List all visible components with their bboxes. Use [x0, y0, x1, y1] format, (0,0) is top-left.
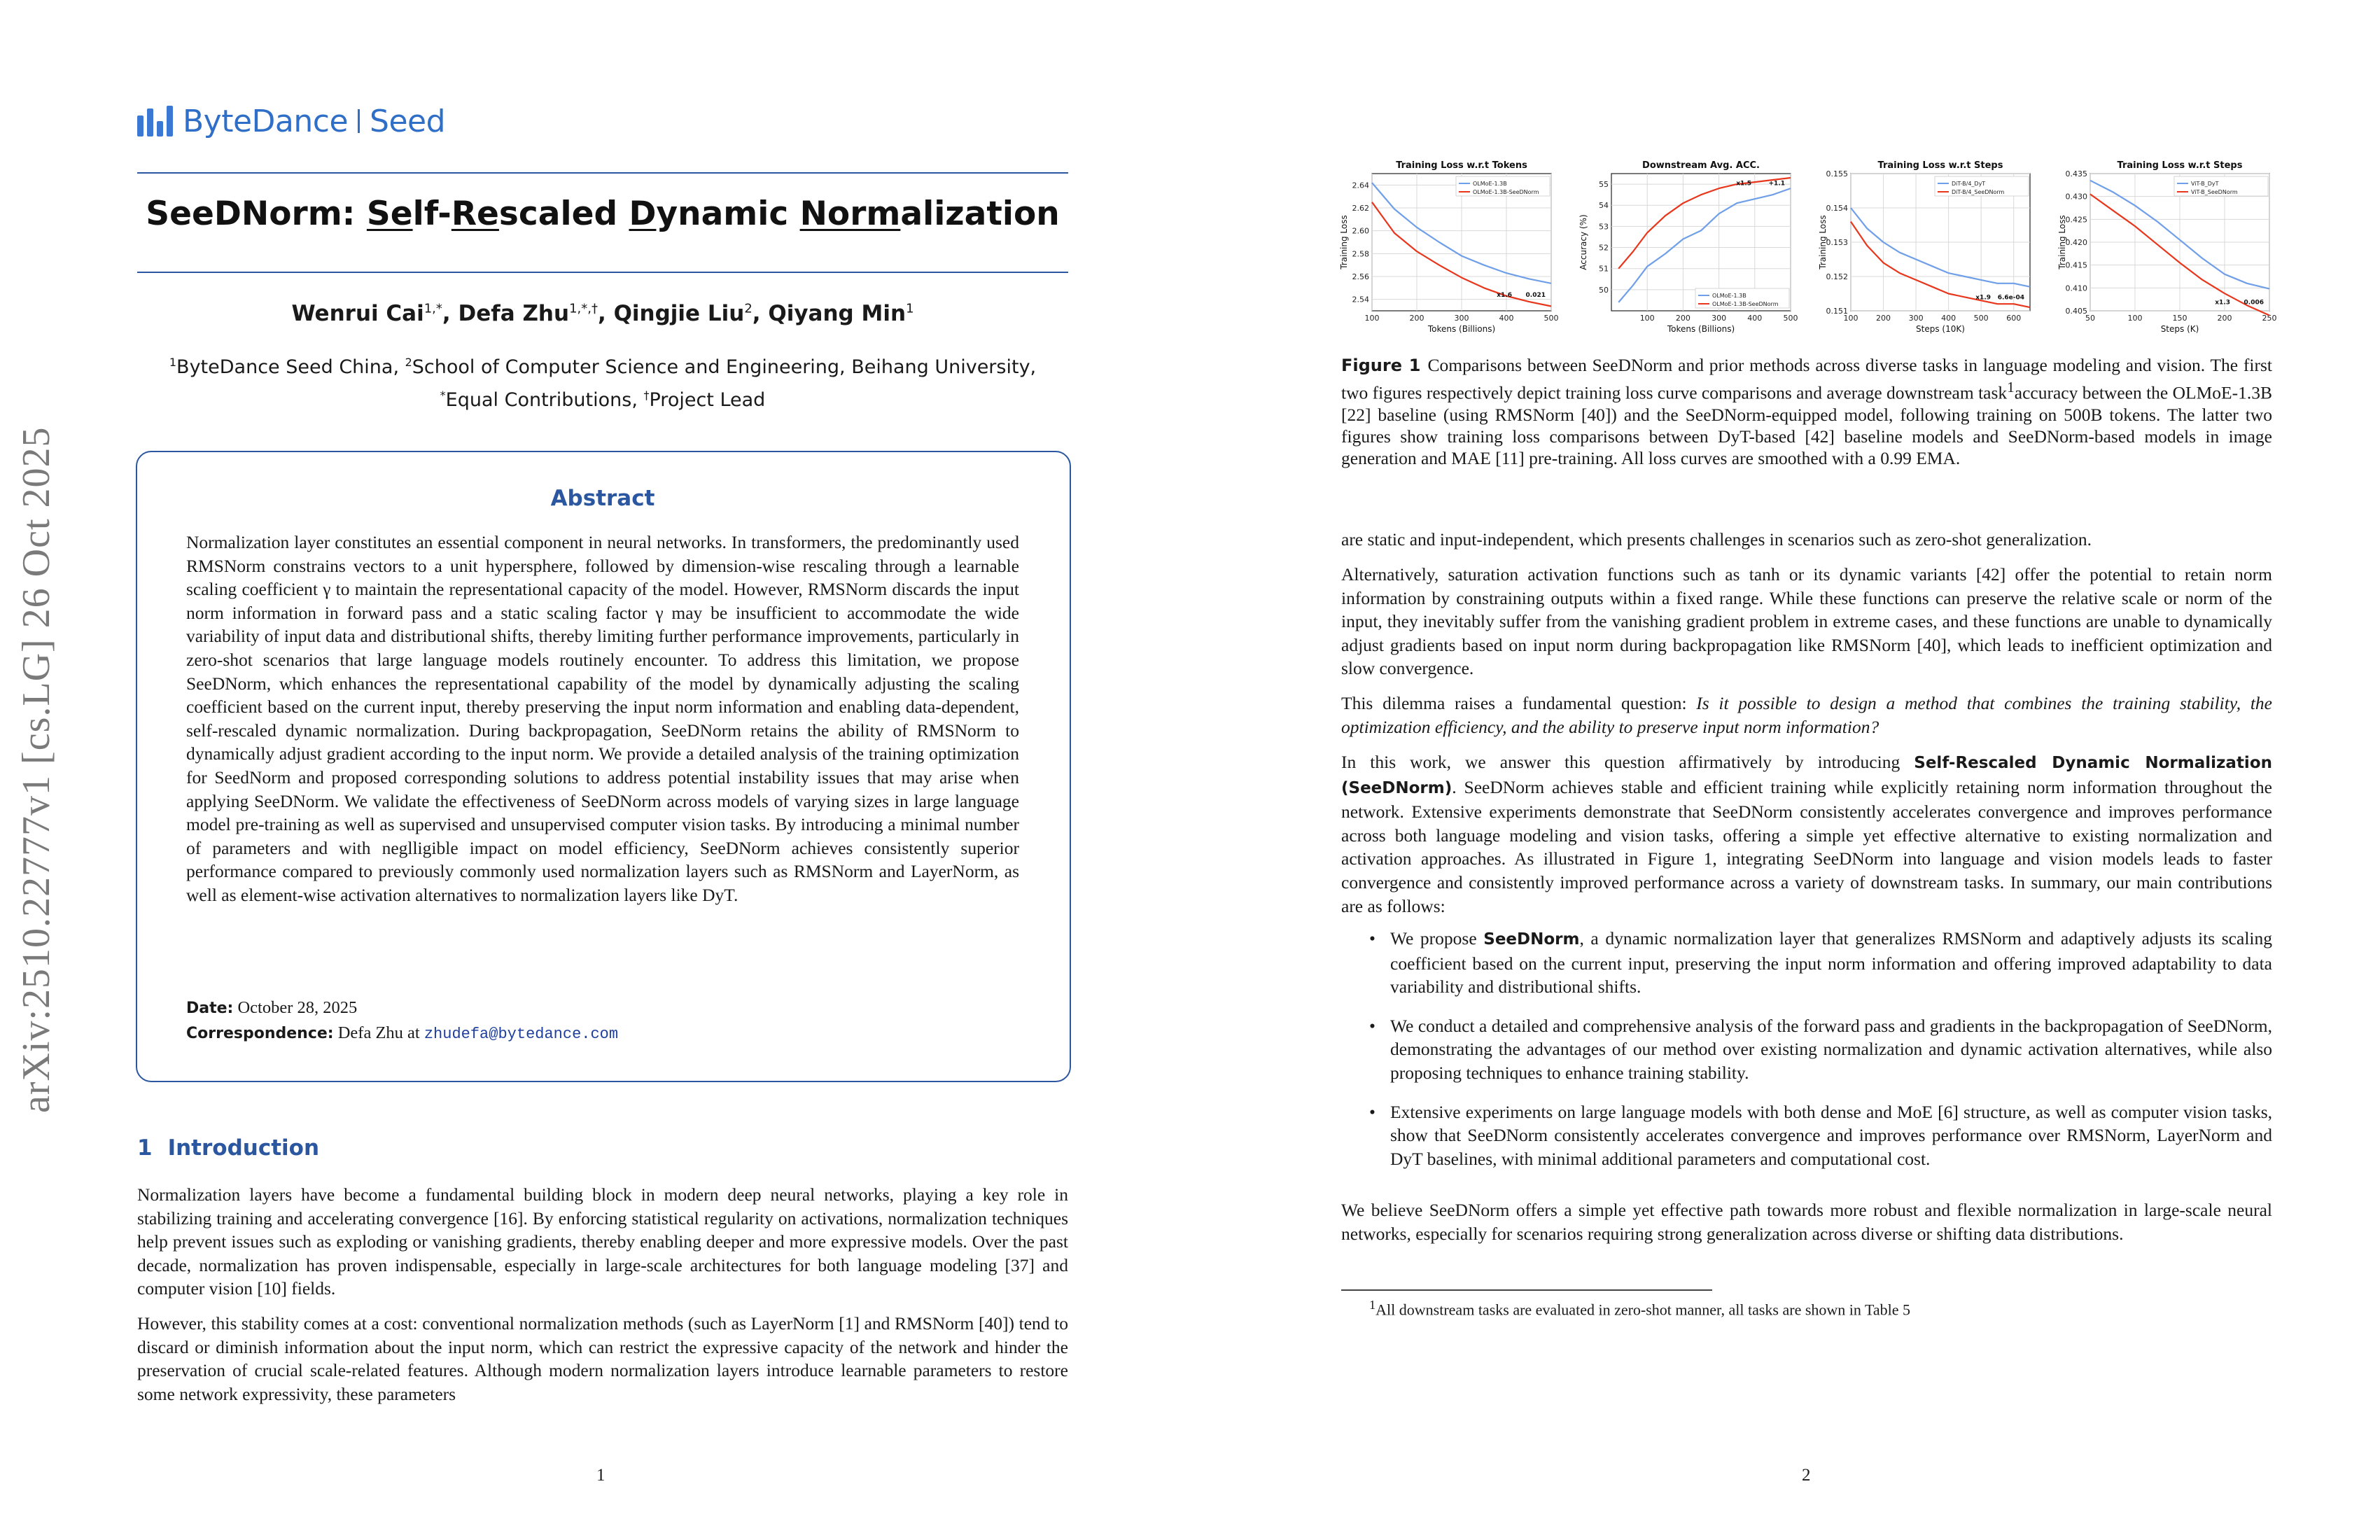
author-name: Defa Zhu — [458, 301, 570, 326]
author-sup: 1 — [906, 301, 914, 316]
footnote-text: All downstream tasks are evaluated in zero-shot manner, all tasks are shown in Table 5 — [1376, 1301, 1911, 1319]
correspondence-name: Defa Zhu at — [337, 1023, 424, 1042]
y-axis-label: Training Loss — [2057, 215, 2067, 270]
abstract-heading: Abstract — [550, 486, 655, 511]
legend-label: ViT-B_SeeDNorm — [2191, 189, 2238, 195]
x-tick-label: 200 — [1409, 314, 1424, 323]
title-part: SeeDNorm: — [146, 195, 367, 233]
annotation-speedup: x1.9 — [1975, 294, 1991, 302]
y-tick-label: 0.425 — [2065, 215, 2087, 225]
author-name: Wenrui Cai — [291, 301, 424, 326]
legend-label: OLMoE-1.3B — [1712, 293, 1746, 299]
annotation-speedup: x1.3 — [2215, 299, 2230, 307]
chart-title: Training Loss w.r.t Tokens — [1396, 160, 1527, 171]
date-label: Date: — [186, 1000, 234, 1017]
x-tick-label: 100 — [1843, 314, 1858, 323]
author-name: Qingjie Liu — [613, 301, 745, 326]
legend-label: OLMoE-1.3B-SeeDNorm — [1473, 189, 1539, 195]
y-tick-label: 55 — [1599, 180, 1609, 190]
annotation-gap: 6.6e-04 — [1997, 294, 2024, 302]
list-item: • Extensive experiments on large language models with both dense and MoE [6] structure, as well as computer vision tasks, show that SeeDNorm consistently accelerates convergence and improves performance over RMSNorm, LayerNorm and DyT baselines, with minimal additional parameters and computational cost. — [1341, 1100, 2272, 1171]
affiliations: $^1$ByteDance Seed China, $^2$School of Computer Science and Engineering, Beihang University, *Equal Contributions, †Project Lead — [169, 356, 1037, 411]
y-tick-label: 2.64 — [1352, 181, 1369, 190]
y-tick-label: 0.152 — [1826, 272, 1848, 281]
affiliation-2: School of Computer Science and Engineering, Beihang University, — [412, 356, 1037, 378]
footnote-mark: 1 — [1369, 1298, 1376, 1312]
title-part: lf- — [412, 195, 451, 233]
x-tick-label: 100 — [1639, 314, 1655, 323]
y-tick-label: 2.60 — [1352, 226, 1369, 236]
chart-downstream-acc — [1576, 158, 1798, 342]
annotation-gap: +1.1 — [1768, 180, 1785, 188]
section-heading-introduction — [137, 1135, 319, 1161]
x-tick-label: 300 — [1908, 314, 1924, 323]
x-tick-label: 600 — [2006, 314, 2022, 323]
title-top-rule — [137, 172, 1068, 174]
chart-loss-tokens — [1337, 158, 1559, 342]
right-paragraph-2 — [1341, 692, 2272, 738]
y-tick-label: 0.153 — [1826, 238, 1848, 247]
y-tick-label: 0.415 — [2065, 260, 2087, 270]
research-question: Is it possible to design a method that combines the training stability, the optimization efficiency, and the ability to preserve input norm information? — [1341, 693, 2272, 737]
x-tick-label: 150 — [2172, 314, 2188, 323]
author-name: Qiyang Min — [768, 301, 906, 326]
y-tick-label: 0.410 — [2065, 284, 2087, 293]
y-tick-label: 54 — [1599, 201, 1609, 211]
logo-bars-icon — [137, 106, 173, 136]
caption-footnote-mark: 1 — [2007, 379, 2015, 396]
chart-title: Training Loss w.r.t Steps — [1877, 160, 2003, 171]
title-part: Re — [451, 195, 499, 233]
footnote — [1369, 1298, 1910, 1319]
correspondence-email-link[interactable]: zhudefa@bytedance.com — [424, 1026, 619, 1043]
annotation-gap: 0.021 — [1525, 292, 1546, 300]
bytedance-seed-logo — [137, 102, 445, 141]
annotation-speedup: x1.6 — [1497, 292, 1512, 300]
list-item — [1341, 927, 2272, 999]
intro-paragraph-2: However, this stability comes at a cost: conventional normalization methods (such as LayerNorm [1] and RMSNorm [40]) tend to discard or diminish information about the input norm, which can restrict the expressive capacity of the network and hinder the preservation of crucial scale-related features. Although modern normalization layers introduce learnable parameters to restore some network expressivity, these parameters — [137, 1313, 1068, 1404]
title-part: alization — [900, 195, 1060, 233]
x-axis-label: Steps (K) — [2160, 324, 2199, 334]
x-tick-label: 100 — [1364, 314, 1380, 323]
section-title: Introduction — [167, 1135, 320, 1161]
method-name-bold: Self-Rescaled Dynamic Normalization (SeeDNorm) — [1341, 754, 2272, 797]
logo-separator — [358, 109, 360, 133]
arxiv-stamp: arXiv:2510.22777v1 [cs.LG] 26 Oct 2025 — [15, 426, 58, 1113]
legend-label: OLMoE-1.3B — [1473, 181, 1507, 187]
x-tick-label: 500 — [1973, 314, 1989, 323]
x-tick-label: 500 — [1544, 314, 1559, 323]
y-tick-label: 0.151 — [1826, 307, 1848, 316]
intro-paragraph-1: Normalization layers have become a fundamental building block in modern deep neural networks, playing a key role in stabilizing training and accelerating convergence [16]. By enforcing statistical regularity on activations, normalization techniques help prevent issues such as exploding or vanishing gradients, thereby enabling deeper and more expressive models. Over the past decade, normalization has proven indispensable, especially in large-scale architectures for both language modeling [37] and computer vision [10] fields. — [137, 1184, 1068, 1299]
annotation-speedup: x1.5 — [1736, 180, 1751, 188]
question-lead: This dilemma raises a fundamental question: — [1341, 693, 1697, 713]
y-tick-label: 52 — [1599, 243, 1609, 253]
x-tick-label: 400 — [1747, 314, 1763, 323]
chart-title: Downstream Avg. ACC. — [1642, 160, 1760, 171]
title-part: D — [629, 195, 657, 233]
project-lead-note: Project Lead — [649, 389, 766, 411]
page-number-2: 2 — [1802, 1466, 1811, 1485]
affiliation-1: ByteDance Seed China, — [176, 356, 405, 378]
x-tick-label: 50 — [2085, 314, 2095, 323]
y-tick-label: 0.154 — [1826, 204, 1848, 213]
title-bottom-rule — [137, 272, 1068, 273]
annotation-gap: 0.006 — [2244, 299, 2264, 307]
author-sup: 2 — [744, 301, 752, 316]
contributions-list — [1341, 927, 2272, 1186]
abstract-text: Normalization layer constitutes an essential component in neural networks. In transformers, the predominantly used RMSNorm constrains vectors to a unit hypersphere, followed by dimension-wise rescaling through a learnable scaling coefficient γ to maintain the representational capacity of the model. However, RMSNorm discards the input norm information in forward pass and a static scaling factor γ may be insufficient to accommodate the wide variability of input data and distributional shifts, thereby limiting further performance improvements, particularly in zero-shot scenarios that large language models routinely encounter. To address this limitation, we propose SeeDNorm, which enhances the representational capability of the model by dynamically adjusting the scaling coefficient based on the current input, thereby preserving the input norm information and enabling data-dependent, self-rescaled dynamic normalization. During backpropagation, SeeDNorm retains the ability of RMSNorm to dynamically adjust gradient according to the input norm. We provide a detailed analysis of the training optimization for SeedNorm and proposed corresponding solutions to address potential instability issues that may arise when applying SeeDNorm. We validate the effectiveness of SeeDNorm across models of varying sizes in large language model pre-training as well as supervised and unsupervised computer vision tasks. By introducing a minimal number of parameters and with neglligible impact on model efficiency, SeeDNorm achieves consistently superior performance compared to previously commonly used normalization layers such as RMSNorm and LayerNorm, as well as element-wise activation alternatives to normalization layers like DyT. — [186, 532, 1019, 905]
x-axis-label: Tokens (Billions) — [1427, 324, 1496, 334]
author-sup: 1,*,† — [569, 301, 598, 316]
figure-caption — [1341, 354, 2272, 469]
y-tick-label: 0.435 — [2065, 169, 2087, 178]
title-part: scaled — [498, 195, 629, 233]
title-part: ynamic — [656, 195, 800, 233]
y-tick-label: 53 — [1599, 222, 1609, 232]
bullet-text: , a dynamic normalization layer that generalizes RMSNorm and adaptively adjusts its scaling coefficient based on the current input, preserving the input norm information and offering improved adaptability to data variability and distributional shifts. — [1390, 928, 2272, 997]
y-axis-label: Training Loss — [1818, 215, 1828, 270]
legend-label: ViT-B_DyT — [2191, 181, 2219, 187]
caption-part-a: Comparisons between SeeDNorm and prior methods across diverse tasks in language modeling and vision. The first two figures respectively depict training loss curve comparisons and average downstream task — [1341, 355, 2273, 403]
footnote-rule — [1341, 1289, 1712, 1291]
x-tick-label: 200 — [1876, 314, 1891, 323]
chart-loss-steps-vit — [2055, 158, 2277, 342]
author-list: Wenrui Cai$^{1,*}$, Defa Zhu$^{1,*,\dagger}$, Qingjie Liu$^2$, Qiyang Min$^1$ — [291, 301, 914, 326]
x-tick-label: 300 — [1454, 314, 1469, 323]
date-line — [186, 998, 357, 1018]
x-tick-label: 400 — [1941, 314, 1956, 323]
right-paragraph-4: We believe SeeDNorm offers a simple yet effective path towards more robust and flexible normalization in large-scale neural networks, especially for scenarios requiring strong generalization across diverse or shifting data distributions. — [1341, 1200, 2272, 1244]
y-tick-label: 2.62 — [1352, 204, 1369, 213]
x-axis-label: Steps (10K) — [1916, 324, 1965, 334]
chart-loss-steps-dit — [1816, 158, 2034, 342]
x-tick-label: 300 — [1712, 314, 1727, 323]
caption-part-b: accuracy between the OLMoE-1.3B [22] baseline (using RMSNorm [40]) and the SeeDNorm-equipped model, following training on 500B tokens. The latter two figures show training loss comparisons between DyT-based [42] baseline models and SeeDNorm-based models in image generation and MAE [11] pre-training. All loss curves are smoothed with a 0.99 EMA. — [1341, 382, 2273, 468]
section-number: 1 — [137, 1135, 153, 1161]
contribution-text: . SeeDNorm achieves stable and efficient training while explicitly retaining norm information throughout the network. Extensive experiments demonstrate that SeeDNorm consistently accelerates convergence and improves performance across both language modeling and vision tasks, offering a simple yet effective alternative to existing normalization and activation approaches. As illustrated in Figure 1, integrating SeeDNorm into language and vision models leads to faster convergence and consistently improved performance across a variety of downstream tasks. In summary, our main contributions are as follows: — [1341, 776, 2272, 916]
right-paragraph-0: are static and input-independent, which presents challenges in scenarios such as zero-shot generalization. — [1341, 529, 2092, 550]
x-tick-label: 250 — [2262, 314, 2277, 323]
bullet-text: We propose — [1390, 928, 1484, 948]
right-paragraph-3 — [1341, 750, 2272, 918]
y-tick-label: 0.405 — [2065, 307, 2087, 316]
y-tick-label: 50 — [1599, 285, 1609, 295]
y-tick-label: 0.430 — [2065, 192, 2087, 202]
correspondence-label: Correspondence: — [186, 1025, 334, 1042]
legend-label: DiT-B/4_DyT — [1952, 181, 1986, 187]
y-tick-label: 2.58 — [1352, 249, 1369, 259]
list-item: • We conduct a detailed and comprehensive analysis of the forward pass and gradients in the backpropagation of SeeDNorm, demonstrating the advantages of our method over existing normalization and dynamic activation alternatives, while also proposing techniques to enhance training stability. — [1341, 1014, 2272, 1085]
right-paragraph-1: Alternatively, saturation activation functions such as tanh or its dynamic variants [42] offer the potential to retain norm information by constraining outputs within a fixed range. While these functions can preserve the relative scale or norm of the input, they inevitably suffer from the vanishing gradient problem in extreme cases, and these functions are unable to dynamically adjust gradients based on input norm during backpropagation like RMSNorm [40], which leads to inefficient optimization and slow convergence. — [1341, 564, 2272, 679]
figure-label: Figure 1 — [1341, 356, 1421, 375]
title-part: Se — [366, 195, 413, 233]
x-tick-label: 100 — [2127, 314, 2143, 323]
logo-brand: ByteDance — [183, 103, 349, 139]
y-tick-label: 0.420 — [2065, 238, 2087, 247]
logo-product: Seed — [370, 103, 446, 139]
equal-contribution-note: Equal Contributions, — [445, 389, 644, 411]
y-axis-label: Accuracy (%) — [1578, 214, 1588, 270]
x-tick-label: 500 — [1783, 314, 1798, 323]
correspondence-line — [186, 1023, 618, 1043]
author-sup: 1,* — [424, 301, 442, 316]
y-axis-label: Training Loss — [1339, 215, 1349, 270]
x-tick-label: 400 — [1499, 314, 1514, 323]
contribution-lead: In this work, we answer this question affirmatively by introducing — [1341, 752, 1914, 772]
title-part: Norm — [799, 195, 901, 233]
y-tick-label: 2.54 — [1352, 295, 1369, 304]
legend-label: DiT-B/4_SeeDNorm — [1952, 189, 2005, 195]
y-tick-label: 0.155 — [1826, 169, 1848, 178]
paper-title — [137, 195, 1068, 233]
bullet-bold: SeeDNorm — [1483, 930, 1580, 948]
x-tick-label: 200 — [1675, 314, 1690, 323]
chart-title: Training Loss w.r.t Steps — [2117, 160, 2243, 171]
y-tick-label: 51 — [1599, 264, 1609, 274]
page-number-1: 1 — [596, 1466, 606, 1485]
x-axis-label: Tokens (Billions) — [1667, 324, 1735, 334]
y-tick-label: 2.56 — [1352, 272, 1369, 281]
date-value: October 28, 2025 — [237, 998, 358, 1017]
x-tick-label: 200 — [2217, 314, 2232, 323]
legend-label: OLMoE-1.3B-SeeDNorm — [1712, 301, 1779, 307]
